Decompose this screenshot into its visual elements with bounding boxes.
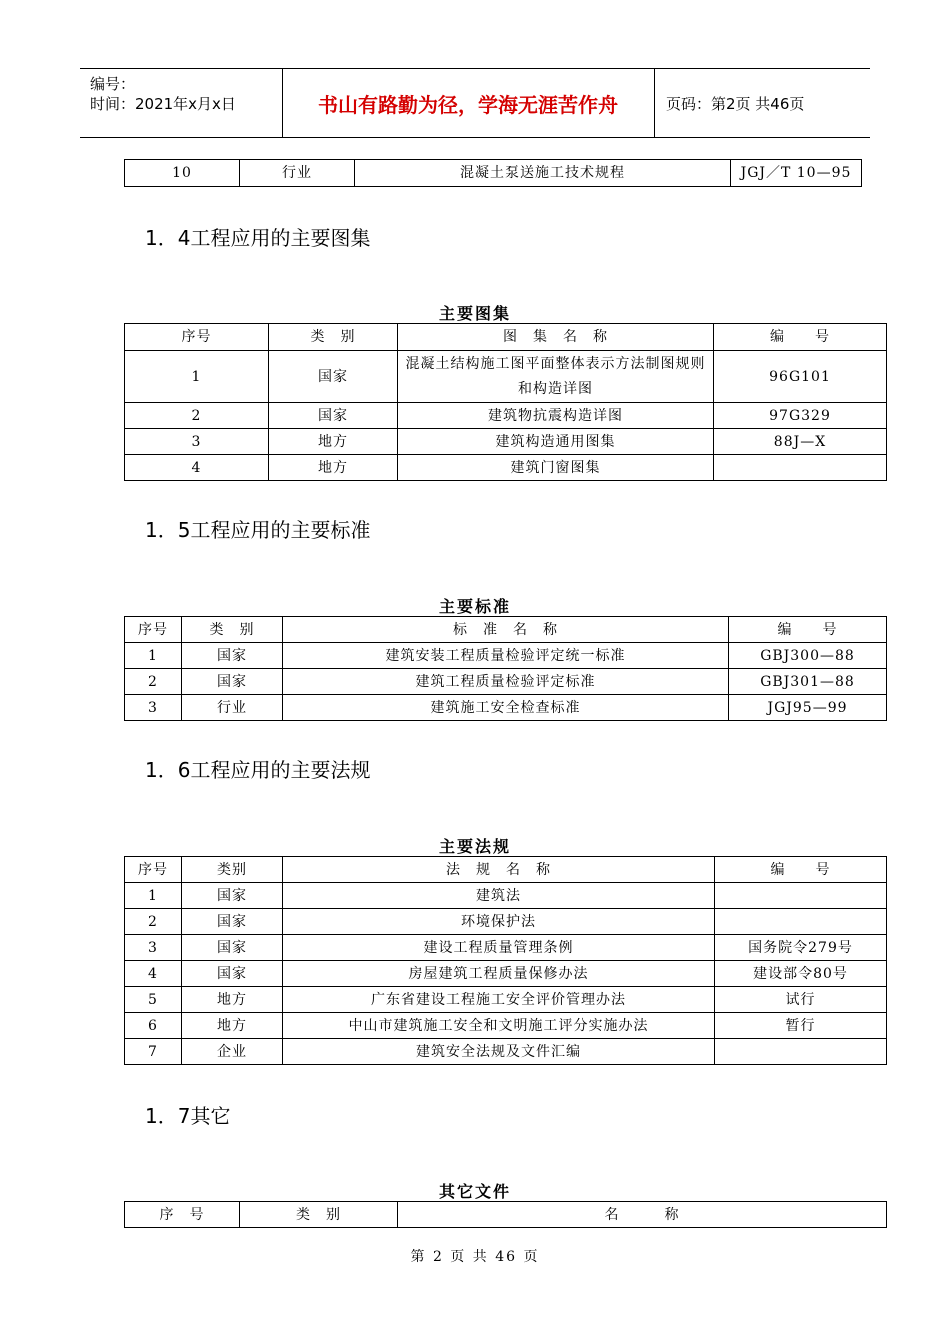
header-page-info: 页码：第2页 共46页	[666, 95, 805, 113]
cell-code	[715, 883, 887, 909]
cell-code: JGJ95—99	[729, 695, 887, 721]
cell-category: 国家	[182, 961, 283, 987]
cell-code: GBJ301—88	[729, 669, 887, 695]
atlas-table	[124, 323, 887, 481]
header-name: 图 集 名 称	[398, 324, 714, 351]
page-footer: 第 2 页 共 46 页	[410, 1249, 540, 1265]
section-heading-1-4: 1．4工程应用的主要图集	[145, 226, 371, 250]
cell-name: 环境保护法	[283, 909, 715, 935]
table-row	[125, 935, 887, 961]
header-category: 类 别	[269, 324, 398, 351]
cell-index: 1	[125, 643, 182, 669]
cell-code	[715, 1039, 887, 1065]
cell-category: 国家	[182, 669, 283, 695]
table-row	[125, 160, 862, 187]
header-name: 名 称	[398, 1202, 887, 1228]
cell-name: 建筑物抗震构造详图	[398, 403, 714, 429]
table-row	[125, 643, 887, 669]
cell-index: 2	[125, 909, 182, 935]
cell-index: 10	[125, 160, 240, 187]
other-documents-table	[124, 1201, 887, 1228]
table-row	[125, 1013, 887, 1039]
cell-name: 建筑安全法规及文件汇编	[283, 1039, 715, 1065]
cell-index: 5	[125, 987, 182, 1013]
header-category: 类 别	[182, 617, 283, 643]
header-category: 类别	[182, 857, 283, 883]
cell-index: 3	[125, 695, 182, 721]
header-name: 标 准 名 称	[283, 617, 729, 643]
cell-code: 暂行	[715, 1013, 887, 1039]
cell-category: 行业	[240, 160, 355, 187]
regulations-table-caption: 主要法规	[438, 837, 511, 856]
cell-name: 建设工程质量管理条例	[283, 935, 715, 961]
cell-name: 建筑安装工程质量检验评定统一标准	[283, 643, 729, 669]
header-code: 编 号	[714, 324, 887, 351]
cell-name: 建筑工程质量检验评定标准	[283, 669, 729, 695]
cell-category: 国家	[182, 883, 283, 909]
table-header-row	[125, 1202, 887, 1228]
regulations-table	[124, 856, 887, 1065]
cell-name: 房屋建筑工程质量保修办法	[283, 961, 715, 987]
cell-name: 中山市建筑施工安全和文明施工评分实施办法	[283, 1013, 715, 1039]
cell-index: 7	[125, 1039, 182, 1065]
cell-category: 企业	[182, 1039, 283, 1065]
header-index: 序号	[125, 617, 182, 643]
cell-code: 国务院令279号	[715, 935, 887, 961]
document-number-label: 编号：	[90, 75, 136, 93]
cell-code: JGJ／T 10—95	[731, 160, 862, 187]
other-table-caption: 其它文件	[438, 1182, 511, 1201]
table-header-row	[125, 617, 887, 643]
cell-index: 3	[125, 935, 182, 961]
cell-name: 广东省建设工程施工安全评价管理办法	[283, 987, 715, 1013]
cell-category: 国家	[269, 351, 398, 403]
cell-category: 国家	[182, 643, 283, 669]
standards-table-caption: 主要标准	[438, 597, 511, 616]
cell-name: 建筑施工安全检查标准	[283, 695, 729, 721]
cell-code: 96G101	[714, 351, 887, 403]
cell-category: 国家	[269, 403, 398, 429]
cell-category: 国家	[182, 935, 283, 961]
table-row	[125, 455, 887, 481]
table-row	[125, 909, 887, 935]
cell-category: 国家	[182, 909, 283, 935]
cell-category: 地方	[182, 987, 283, 1013]
cell-index: 1	[125, 883, 182, 909]
cell-index: 2	[125, 669, 182, 695]
header-code: 编 号	[715, 857, 887, 883]
cell-code	[715, 909, 887, 935]
table-row	[125, 429, 887, 455]
cell-category: 地方	[269, 429, 398, 455]
standards-table	[124, 616, 887, 721]
cell-category: 行业	[182, 695, 283, 721]
header-motto: 书山有路勤为径，学海无涯苦作舟	[318, 93, 618, 117]
cell-index: 4	[125, 455, 269, 481]
cell-index: 4	[125, 961, 182, 987]
cell-index: 1	[125, 351, 269, 403]
atlas-table-caption: 主要图集	[438, 304, 511, 323]
table-row	[125, 1039, 887, 1065]
cell-name: 建筑法	[283, 883, 715, 909]
cell-code: GBJ300—88	[729, 643, 887, 669]
cell-code: 88J—X	[714, 429, 887, 455]
table-row	[125, 987, 887, 1013]
section-heading-1-7: 1．7其它	[145, 1104, 231, 1128]
cell-index: 6	[125, 1013, 182, 1039]
cell-name: 建筑构造通用图集	[398, 429, 714, 455]
cell-name: 建筑门窗图集	[398, 455, 714, 481]
cell-name: 混凝土泵送施工技术规程	[355, 160, 731, 187]
header-code: 编 号	[729, 617, 887, 643]
header-index: 序号	[125, 857, 182, 883]
page-header	[80, 68, 870, 138]
cell-code: 建设部令80号	[715, 961, 887, 987]
header-index: 序号	[125, 324, 269, 351]
cell-category: 地方	[182, 1013, 283, 1039]
table-row	[125, 695, 887, 721]
table-row	[125, 961, 887, 987]
cell-code	[714, 455, 887, 481]
header-index: 序 号	[125, 1202, 240, 1228]
cell-code: 试行	[715, 987, 887, 1013]
table-row	[125, 669, 887, 695]
cell-index: 2	[125, 403, 269, 429]
table-header-row	[125, 857, 887, 883]
header-divider	[654, 69, 655, 137]
section-heading-1-6: 1．6工程应用的主要法规	[145, 758, 371, 782]
header-category: 类 别	[240, 1202, 398, 1228]
cell-name: 混凝土结构施工图平面整体表示方法制图规则和构造详图	[398, 351, 714, 403]
document-date-label: 时间：2021年x月x日	[90, 95, 236, 113]
header-name: 法 规 名 称	[283, 857, 715, 883]
table-row	[125, 351, 887, 403]
table-header-row	[125, 324, 887, 351]
standards-continuation-table	[124, 159, 862, 187]
cell-code: 97G329	[714, 403, 887, 429]
table-row	[125, 883, 887, 909]
section-heading-1-5: 1．5工程应用的主要标准	[145, 518, 371, 542]
cell-category: 地方	[269, 455, 398, 481]
table-row	[125, 403, 887, 429]
cell-index: 3	[125, 429, 269, 455]
